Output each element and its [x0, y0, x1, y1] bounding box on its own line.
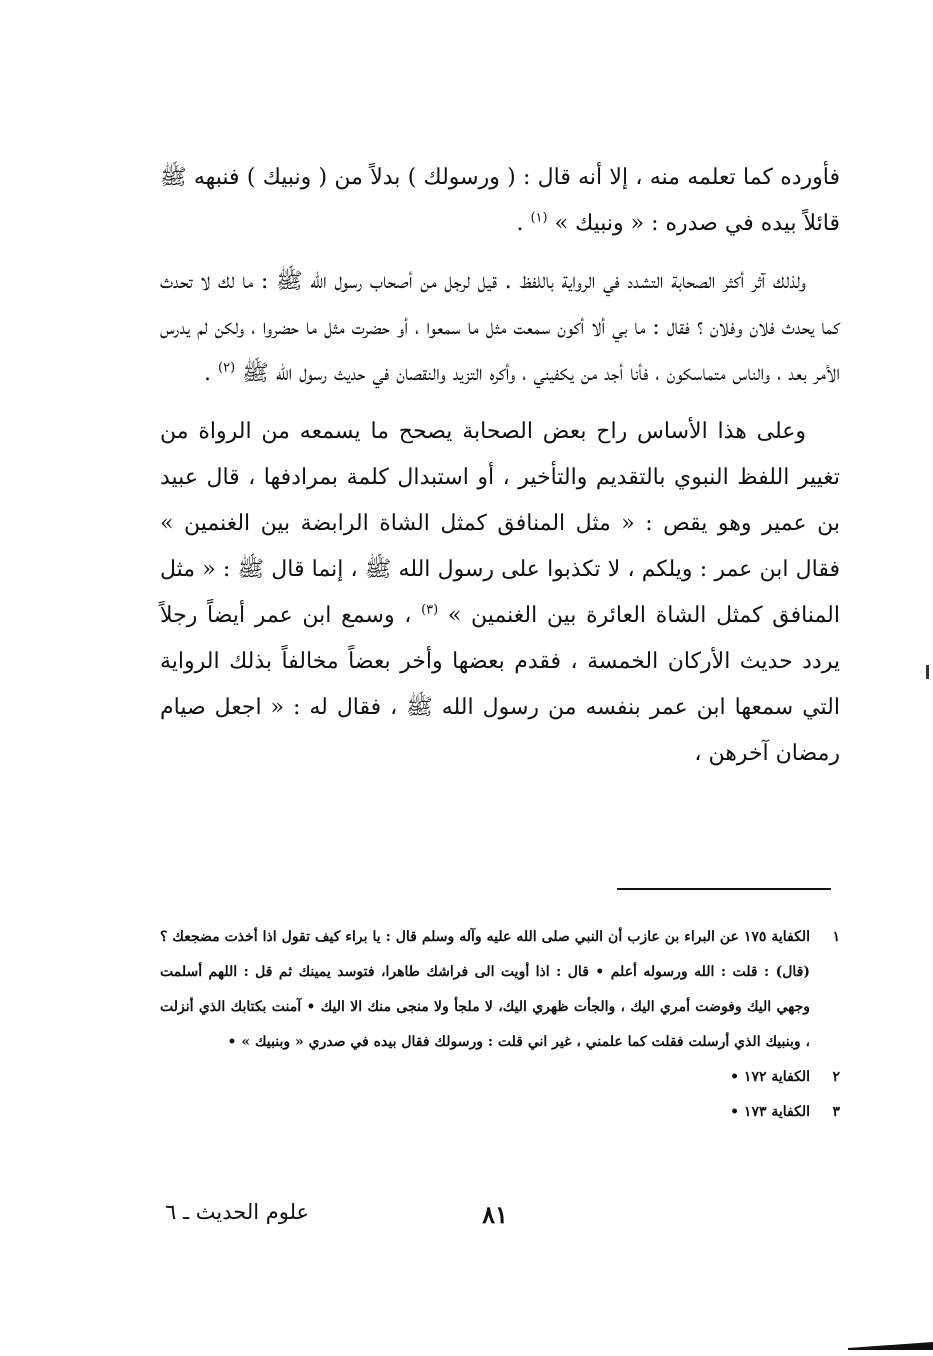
page-number: ٨١: [482, 1200, 508, 1229]
footnote-number: ٢: [832, 1069, 840, 1085]
footnote-ref-3: (٣): [421, 602, 439, 618]
paragraph-2: [160, 259, 840, 397]
footnote-ref-1: (١): [530, 210, 548, 226]
paragraph-3: [160, 409, 840, 777]
footnote-text: الكفاية ١٧٢ •: [730, 1069, 810, 1085]
scan-speck: [926, 665, 929, 679]
footnote-text: الكفاية ١٧٥ عن البراء بن عازب أن النبي صلى الله عليه وآله وسلم قال : يا براء كيف تقول اذا أخذت مضجعك ؟ (قال) : قلت : الله ورسوله أعلم • قال : اذا أويت الى فراشك طاهرا، فتوسد يمينك ثم قل : اللهم أسلمت وجهي اليك وفوضت أمري اليك ، والجأت ظهري اليك، لا ملجأ ولا منجى منك الا اليك • آمنت بكتابك الذي أنزلت ، وبنبيك الذي أرسلت فقلت كما علمني ، غير اني قلت : ورسولك فقال بيده في صدري « وبنبيك » •: [160, 929, 811, 1050]
signature-mark: علوم الحديث ـ ٦: [165, 1200, 310, 1224]
paragraph-1-text: فأورده كما تعلمه منه ، إلا أنه قال : ( ورسولك ) بدلاً من ( ونبيك ) فنبهه ﷺ قائلاً بيده في صدره : « ونبيك »: [160, 165, 840, 236]
footnote-3: [160, 1095, 840, 1130]
scan-edge-mark: [848, 1342, 933, 1350]
paragraph-3-text-b: ، وسمع ابن عمر أيضاً رجلاً يردد حديث الأركان الخمسة ، فقدم بعضها وأخر بعضاً مخالفاً بذلك الرواية التي سمعها ابن عمر بنفسه من رسول الله ﷺ ، فقال له : « اجعل صيام رمضان آخرهن ،: [160, 603, 840, 766]
footnote-2: [160, 1060, 840, 1095]
paragraph-2-end: .: [204, 361, 211, 386]
paragraph-3-text-a: وعلى هذا الأساس راح بعض الصحابة يصحح ما يسمعه من الرواة من تغيير اللفظ النبوي بالتقديم والتأخير ، أو استبدال كلمة بمرادفها ، قال عبيد بن عمير وهو يقص : « مثل المنافق كمثل الشاة الرابضة بين الغنمين » فقال ابن عمر : ويلكم ، لا تكذبوا على رسول الله ﷺ ، إنما قال ﷺ : « مثل المنافق كمثل الشاة العائرة بين الغنمين »: [160, 419, 840, 628]
footnotes: [160, 920, 840, 1130]
footnote-number: ١: [832, 929, 840, 945]
main-text: [160, 155, 840, 789]
footnote-ref-2: (٢): [218, 360, 236, 376]
paragraph-2-text: ولذلك آثر أكثر الصحابة التشدد في الرواية باللفظ . قيل لرجل من أصحاب رسول الله ﷺ : ما لك لا تحدث كما يحدث فلان وفلان ؟ فقال : ما بي ألا أكون سمعت مثل ما سمعوا ، أو حضرت مثل ما حضروا ، ولكن لم يدرس الأمر بعد ، والناس متماسكون ، فأنا أجد من يكفيني ، وأكره التزيد والنقصان في حديث رسول الله ﷺ: [160, 269, 840, 386]
paragraph-1: [160, 155, 840, 247]
footnote-number: ٣: [832, 1104, 840, 1120]
footnote-1: [160, 920, 840, 1060]
footnote-text: الكفاية ١٧٣ •: [730, 1104, 810, 1120]
paragraph-1-end: .: [516, 211, 524, 236]
footnote-separator: [617, 888, 831, 890]
